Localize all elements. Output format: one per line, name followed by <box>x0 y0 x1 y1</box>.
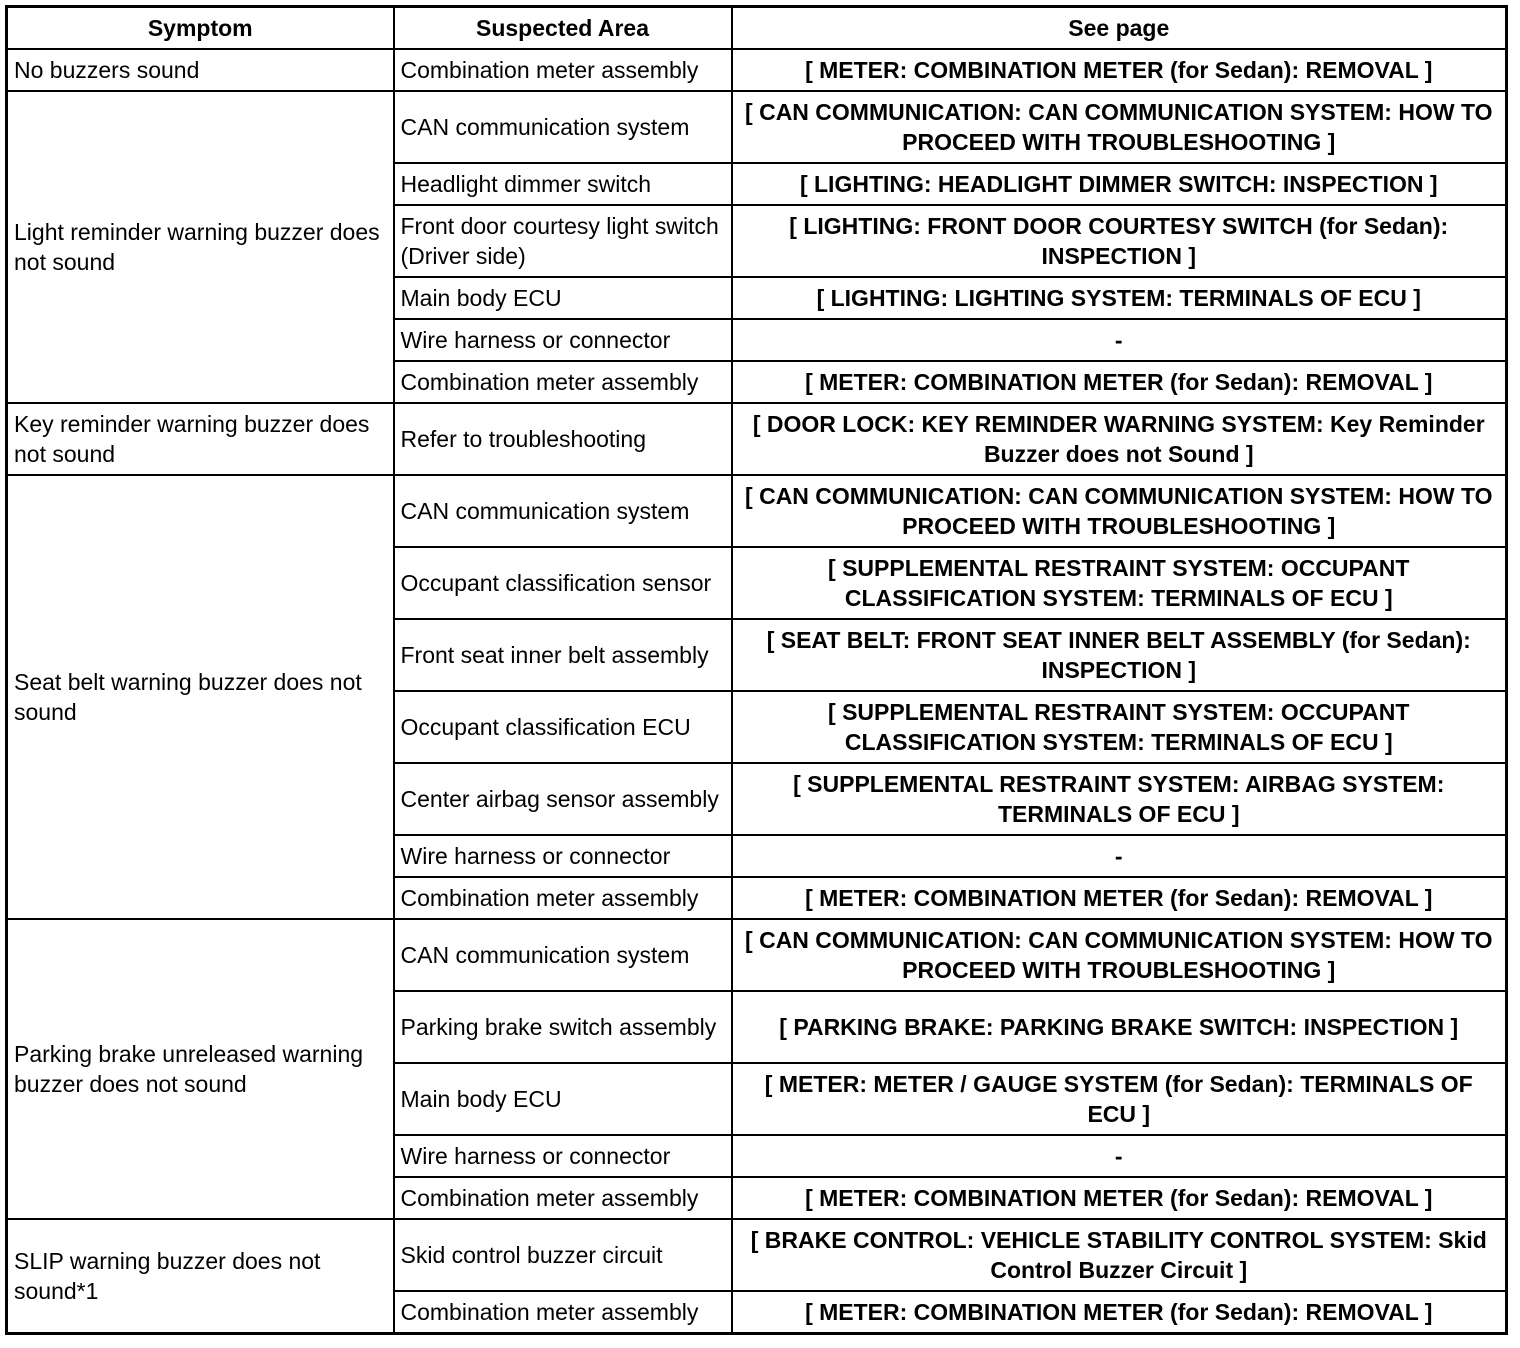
symptom-cell: Light reminder warning buzzer does not sound <box>7 91 394 403</box>
suspected-area-cell: Skid control buzzer circuit <box>394 1219 732 1291</box>
see-page-cell: [ SUPPLEMENTAL RESTRAINT SYSTEM: AIRBAG SYSTEM: TERMINALS OF ECU ] <box>732 763 1507 835</box>
table-row <box>7 49 1507 91</box>
suspected-area-cell: Combination meter assembly <box>394 1177 732 1219</box>
suspected-area-cell: CAN communication system <box>394 475 732 547</box>
see-page-cell: [ PARKING BRAKE: PARKING BRAKE SWITCH: INSPECTION ] <box>732 991 1507 1063</box>
see-page-cell: - <box>732 319 1507 361</box>
see-page-cell: [ SEAT BELT: FRONT SEAT INNER BELT ASSEMBLY (for Sedan): INSPECTION ] <box>732 619 1507 691</box>
suspected-area-cell: Center airbag sensor assembly <box>394 763 732 835</box>
header-symptom: Symptom <box>7 7 394 50</box>
see-page-cell: [ METER: COMBINATION METER (for Sedan): REMOVAL ] <box>732 877 1507 919</box>
suspected-area-cell: Wire harness or connector <box>394 835 732 877</box>
suspected-area-cell: Refer to troubleshooting <box>394 403 732 475</box>
symptom-cell: SLIP warning buzzer does not sound*1 <box>7 1219 394 1333</box>
see-page-cell: [ BRAKE CONTROL: VEHICLE STABILITY CONTROL SYSTEM: Skid Control Buzzer Circuit ] <box>732 1219 1507 1291</box>
table-row <box>7 919 1507 991</box>
see-page-cell: [ METER: COMBINATION METER (for Sedan): REMOVAL ] <box>732 49 1507 91</box>
see-page-cell: [ LIGHTING: HEADLIGHT DIMMER SWITCH: INSPECTION ] <box>732 163 1507 205</box>
see-page-cell: [ METER: COMBINATION METER (for Sedan): REMOVAL ] <box>732 361 1507 403</box>
suspected-area-cell: Wire harness or connector <box>394 319 732 361</box>
suspected-area-cell: Combination meter assembly <box>394 361 732 403</box>
suspected-area-cell: Combination meter assembly <box>394 877 732 919</box>
see-page-cell: [ DOOR LOCK: KEY REMINDER WARNING SYSTEM: Key Reminder Buzzer does not Sound ] <box>732 403 1507 475</box>
see-page-cell: [ SUPPLEMENTAL RESTRAINT SYSTEM: OCCUPANT CLASSIFICATION SYSTEM: TERMINALS OF ECU ] <box>732 691 1507 763</box>
suspected-area-cell: Front door courtesy light switch (Driver side) <box>394 205 732 277</box>
table-row <box>7 91 1507 163</box>
suspected-area-cell: CAN communication system <box>394 91 732 163</box>
see-page-cell: [ CAN COMMUNICATION: CAN COMMUNICATION SYSTEM: HOW TO PROCEED WITH TROUBLESHOOTING ] <box>732 91 1507 163</box>
see-page-cell: [ CAN COMMUNICATION: CAN COMMUNICATION SYSTEM: HOW TO PROCEED WITH TROUBLESHOOTING ] <box>732 475 1507 547</box>
see-page-cell: [ LIGHTING: LIGHTING SYSTEM: TERMINALS OF ECU ] <box>732 277 1507 319</box>
suspected-area-cell: Combination meter assembly <box>394 1291 732 1333</box>
header-see-page: See page <box>732 7 1507 50</box>
suspected-area-cell: Main body ECU <box>394 1063 732 1135</box>
see-page-cell: [ METER: METER / GAUGE SYSTEM (for Sedan): TERMINALS OF ECU ] <box>732 1063 1507 1135</box>
see-page-cell: [ CAN COMMUNICATION: CAN COMMUNICATION SYSTEM: HOW TO PROCEED WITH TROUBLESHOOTING ] <box>732 919 1507 991</box>
suspected-area-cell: Main body ECU <box>394 277 732 319</box>
see-page-cell: [ METER: COMBINATION METER (for Sedan): REMOVAL ] <box>732 1291 1507 1333</box>
see-page-cell: - <box>732 835 1507 877</box>
suspected-area-cell: Occupant classification sensor <box>394 547 732 619</box>
suspected-area-cell: CAN communication system <box>394 919 732 991</box>
symptom-cell: No buzzers sound <box>7 49 394 91</box>
see-page-cell: [ SUPPLEMENTAL RESTRAINT SYSTEM: OCCUPANT CLASSIFICATION SYSTEM: TERMINALS OF ECU ] <box>732 547 1507 619</box>
suspected-area-cell: Wire harness or connector <box>394 1135 732 1177</box>
header-suspected-area: Suspected Area <box>394 7 732 50</box>
see-page-cell: - <box>732 1135 1507 1177</box>
suspected-area-cell: Headlight dimmer switch <box>394 163 732 205</box>
troubleshooting-table <box>5 5 1508 1335</box>
see-page-cell: [ METER: COMBINATION METER (for Sedan): REMOVAL ] <box>732 1177 1507 1219</box>
see-page-cell: [ LIGHTING: FRONT DOOR COURTESY SWITCH (for Sedan): INSPECTION ] <box>732 205 1507 277</box>
table-row <box>7 403 1507 475</box>
suspected-area-cell: Front seat inner belt assembly <box>394 619 732 691</box>
suspected-area-cell: Combination meter assembly <box>394 49 732 91</box>
suspected-area-cell: Occupant classification ECU <box>394 691 732 763</box>
symptom-cell: Key reminder warning buzzer does not sound <box>7 403 394 475</box>
suspected-area-cell: Parking brake switch assembly <box>394 991 732 1063</box>
symptom-cell: Parking brake unreleased warning buzzer does not sound <box>7 919 394 1219</box>
header-row <box>7 7 1507 50</box>
table-row <box>7 475 1507 547</box>
symptom-cell: Seat belt warning buzzer does not sound <box>7 475 394 919</box>
table-row <box>7 1219 1507 1291</box>
